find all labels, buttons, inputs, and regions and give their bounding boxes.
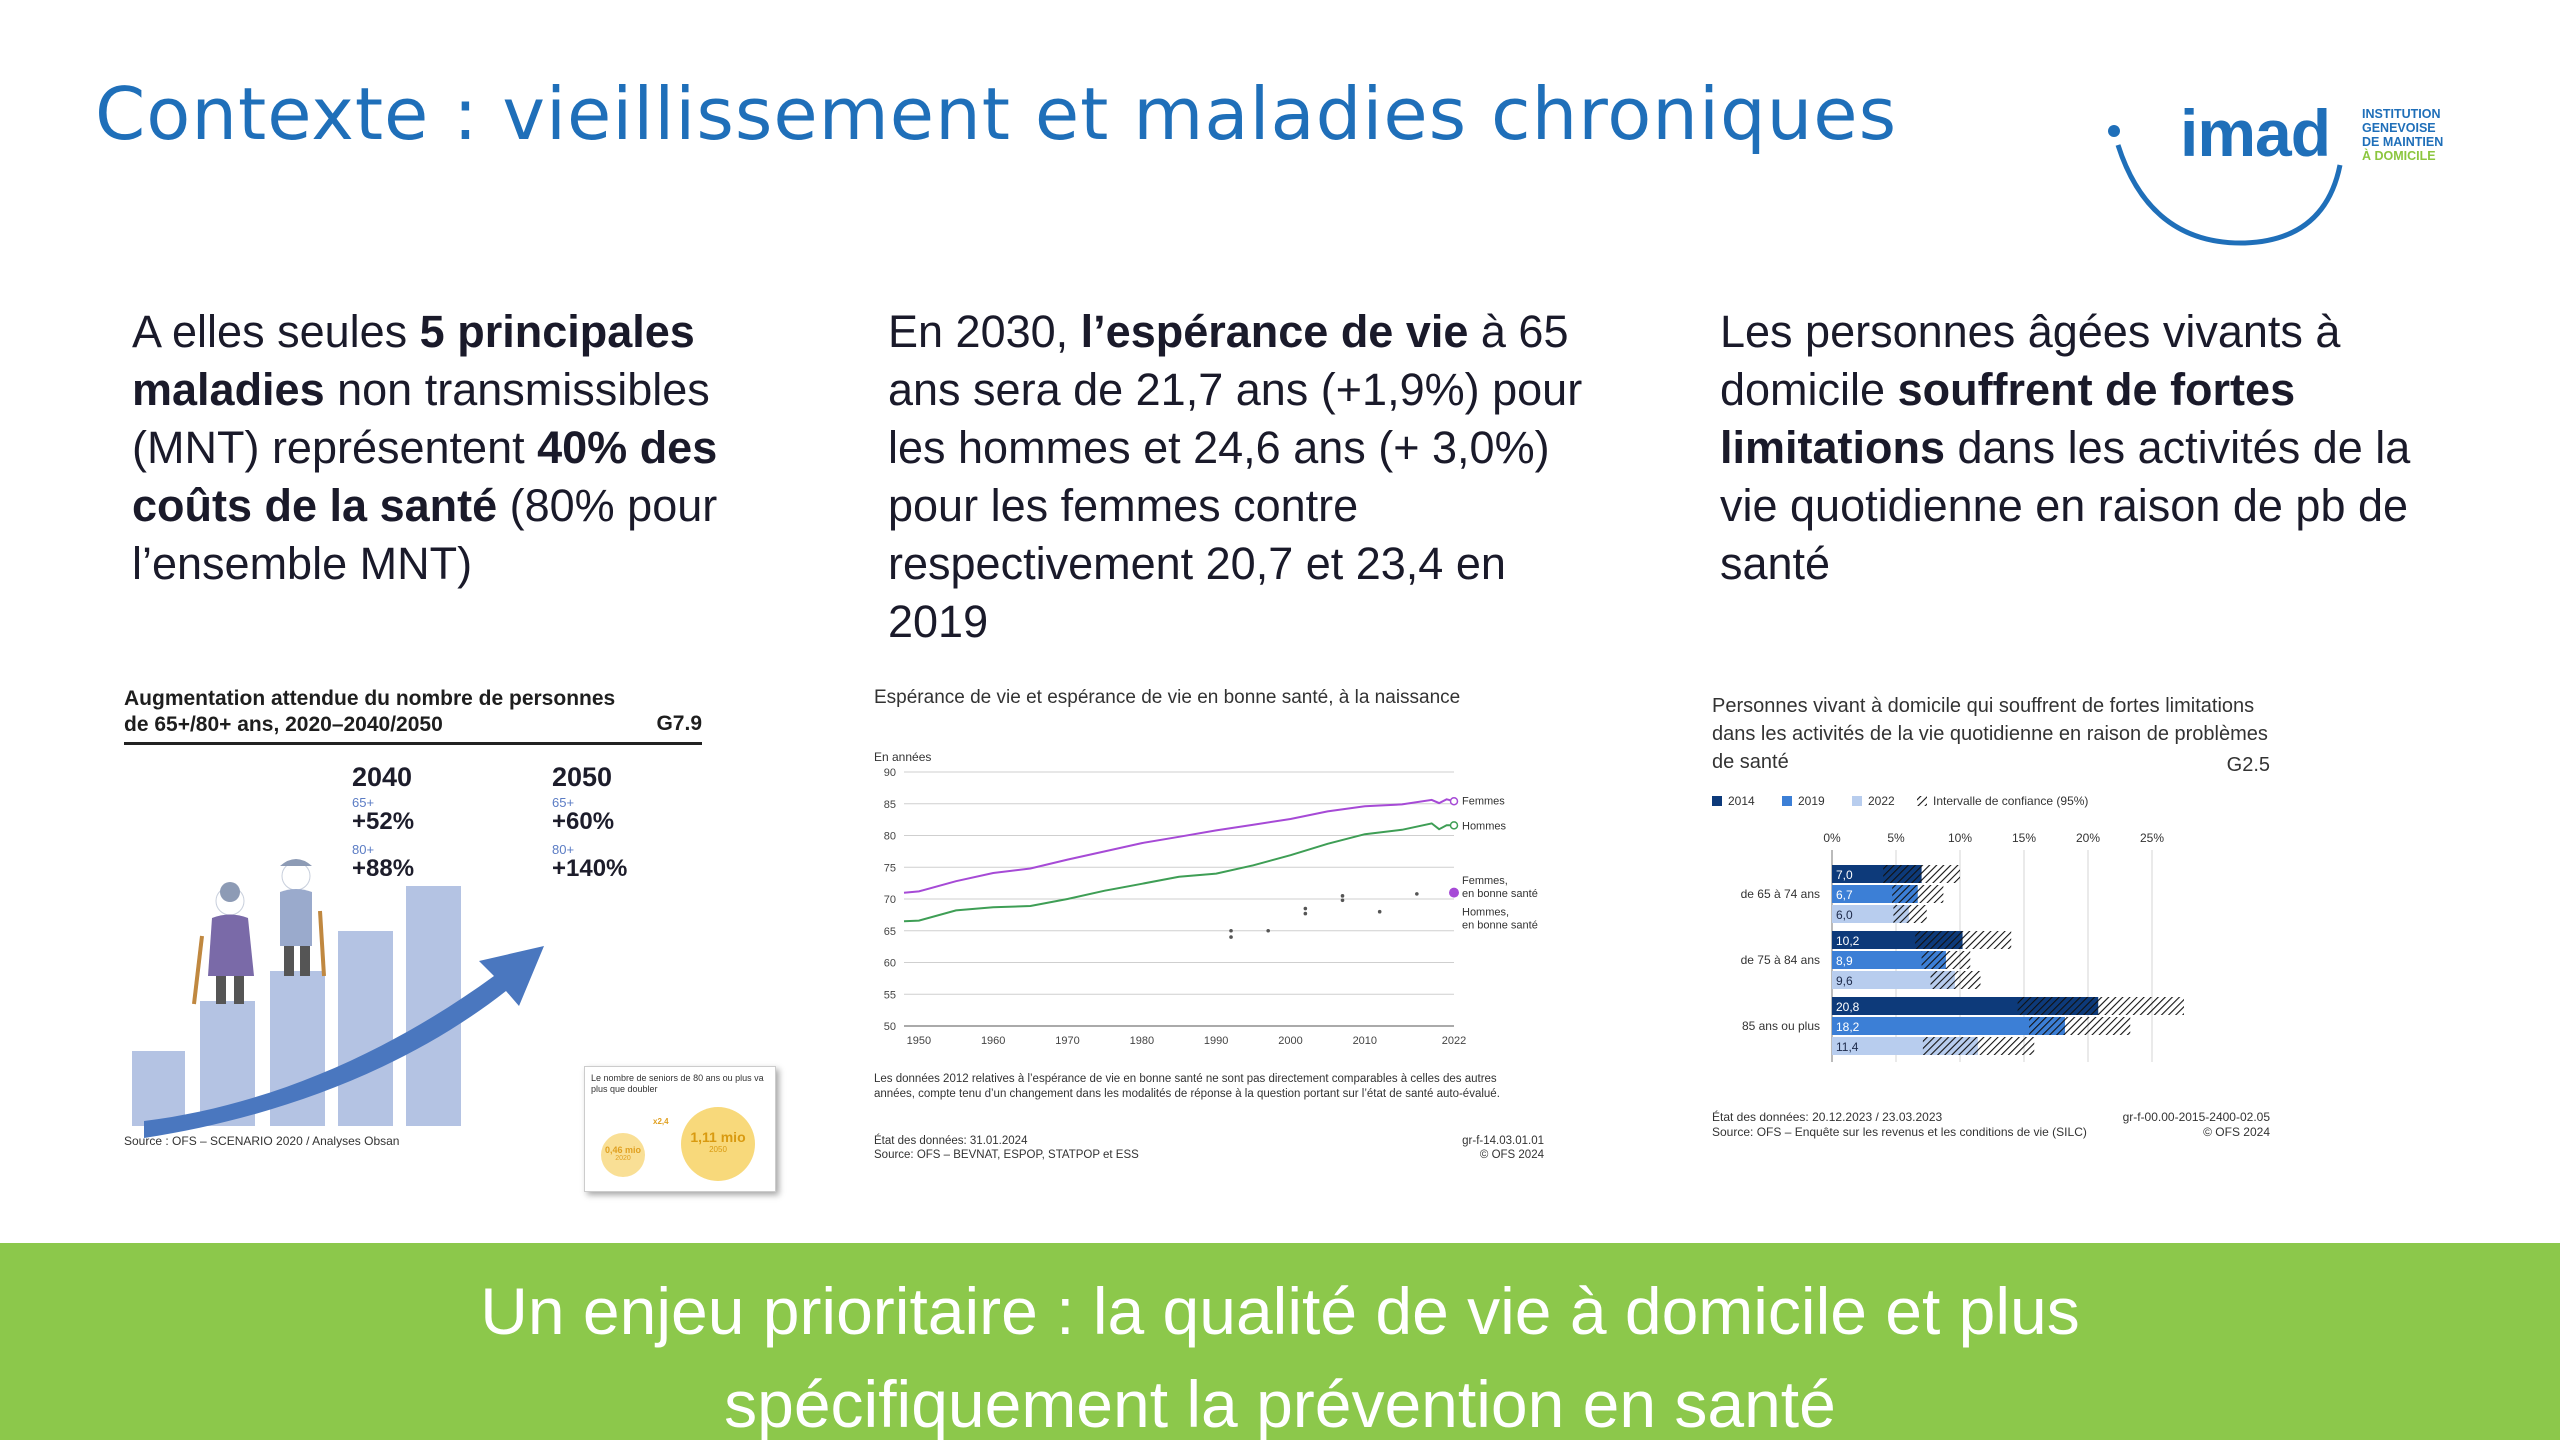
fig1-inset-small-year: 2020 bbox=[615, 1155, 631, 1162]
fig2-legend-label: en bonne santé bbox=[1462, 919, 1538, 932]
fig2-unit: En années bbox=[874, 750, 932, 764]
banner-line-1: Un enjeu prioritaire : la qualité de vie à domicile et plus bbox=[480, 1274, 2080, 1348]
conclusion-banner bbox=[0, 1243, 2560, 1440]
figure-limitations bbox=[1712, 692, 2292, 1162]
fig3-category-label: de 65 à 74 ans bbox=[1740, 887, 1820, 901]
logo-word: imad bbox=[2180, 96, 2331, 170]
fig3-ref: gr-f-00.00-2015-2400-02.05 bbox=[2122, 1110, 2270, 1124]
fig3-x-tick-label: 10% bbox=[1947, 831, 1973, 845]
fig2-point bbox=[1341, 898, 1345, 902]
fig1-header bbox=[124, 686, 702, 745]
fig2-y-tick-label: 75 bbox=[883, 862, 896, 875]
fig3-bar-label: 11,4 bbox=[1836, 1040, 1859, 1054]
fig2-ref: gr-f-14.03.01.01 bbox=[1462, 1135, 1544, 1147]
fig1-title: Augmentation attendue du nombre de personnes de 65+/80+ ans, 2020–2040/2050 bbox=[124, 687, 616, 736]
fig2-y-tick-label: 80 bbox=[883, 830, 896, 843]
logo-sub-line: GENEVOISE bbox=[2362, 121, 2436, 135]
fig1-code: G7.9 bbox=[656, 712, 702, 735]
elderly-woman-icon bbox=[194, 882, 254, 1004]
body-text: En 2030, bbox=[888, 306, 1081, 357]
fig3-x-tick-label: 20% bbox=[2075, 831, 2101, 845]
fig3-bar-label: 6,7 bbox=[1836, 888, 1853, 902]
fig2-legend-label: Hommes, bbox=[1462, 906, 1510, 919]
fig2-x-tick-label: 2000 bbox=[1278, 1035, 1303, 1047]
fig2-legend-label: en bonne santé bbox=[1462, 887, 1538, 900]
fig2-point bbox=[1378, 910, 1382, 914]
emphasis-text: l’espérance de vie bbox=[1080, 306, 1469, 357]
fig2-y-tick-label: 70 bbox=[883, 894, 896, 906]
fig1-bar bbox=[338, 931, 393, 1126]
fig2-highlight-point bbox=[1449, 888, 1459, 898]
fig1-year: 2040 bbox=[352, 762, 413, 792]
fig1-bar bbox=[132, 1051, 185, 1126]
fig3-x-tick-label: 0% bbox=[1823, 831, 1841, 845]
fig2-series-end-marker bbox=[1451, 798, 1458, 805]
fig2-state: État des données: 31.01.2024 bbox=[874, 1135, 1028, 1147]
fig2-point bbox=[1415, 892, 1419, 896]
fig2-x-tick-label: 1950 bbox=[906, 1035, 932, 1047]
fig3-confidence-interval bbox=[1931, 971, 1981, 989]
fig2-y-tick-label: 55 bbox=[883, 989, 896, 1002]
fig2-point bbox=[1266, 929, 1270, 933]
fig3-legend-swatch bbox=[1712, 796, 1722, 806]
emphasis-text: 5 principales maladies bbox=[132, 306, 695, 415]
body-text: A elles seules bbox=[132, 306, 420, 357]
fig1-value: +88% bbox=[352, 855, 415, 882]
fig1-group-label: 80+ bbox=[552, 842, 575, 857]
fig3-bar-label: 8,9 bbox=[1836, 954, 1853, 968]
fig1-inset-big-year: 2050 bbox=[709, 1145, 727, 1154]
fig3-confidence-interval bbox=[1922, 951, 1971, 969]
logo-subtitle bbox=[2362, 107, 2443, 163]
fig2-source: Source: OFS – BEVNAT, ESPOP, STATPOP et ESS bbox=[874, 1149, 1139, 1161]
logo-sub-line: DE MAINTIEN bbox=[2362, 135, 2444, 149]
fig1-group-label: 65+ bbox=[352, 795, 375, 810]
fig2-x-tick-label: 1990 bbox=[1203, 1035, 1229, 1047]
fig2-y-tick-label: 90 bbox=[883, 767, 896, 779]
fig2-series-end-marker bbox=[1451, 822, 1458, 829]
fig1-year-2050-block bbox=[552, 762, 627, 883]
fig1-source: Source : OFS – SCENARIO 2020 / Analyses Obsan bbox=[124, 1134, 400, 1148]
fig3-legend-label: 2022 bbox=[1868, 794, 1895, 808]
logo-sub-line: À DOMICILE bbox=[2362, 149, 2436, 163]
fig3-bar-label: 7,0 bbox=[1836, 868, 1853, 882]
fig1-inset-text: Le nombre de seniors de 80 ans ou plus va plus que doubler bbox=[591, 1073, 764, 1094]
fig1-year: 2050 bbox=[552, 762, 613, 792]
fig3-bar-label: 6,0 bbox=[1836, 908, 1853, 922]
imad-logo bbox=[2100, 95, 2460, 255]
body-text: non transmissibles (MNT) représentent bbox=[132, 364, 710, 473]
fig3-x-tick-label: 25% bbox=[2139, 831, 2165, 845]
fig1-inset-small-circle bbox=[601, 1133, 645, 1177]
figure-seniors-projection bbox=[124, 686, 764, 1196]
fig1-group-label: 80+ bbox=[352, 842, 375, 857]
fig3-source: Source: OFS – Enquête sur les revenus et les conditions de vie (SILC) bbox=[1712, 1125, 2087, 1139]
fig2-series-line bbox=[904, 799, 1454, 892]
fig1-illustration bbox=[124, 856, 544, 1146]
body-text: dans les activités de la vie quotidienne en raison de pb de santé bbox=[1720, 422, 2411, 589]
elderly-man-icon bbox=[280, 859, 324, 976]
column-text-2 bbox=[888, 303, 1588, 651]
fig3-category-label: 85 ans ou plus bbox=[1741, 1019, 1820, 1033]
fig3-state: État des données: 20.12.2023 / 23.03.2023 bbox=[1712, 1110, 1943, 1124]
fig2-point bbox=[1304, 907, 1308, 911]
fig2-y-tick-label: 50 bbox=[883, 1021, 896, 1033]
fig1-group-label: 65+ bbox=[552, 795, 575, 810]
fig2-note: Les données 2012 relatives à l’espérance de vie en bonne santé ne sont pas directement comparables à celles des autres années, compte tenu d’un changement dans les modalités de réponse à la question portant sur l’état de santé auto-évalué. bbox=[874, 1073, 1500, 1100]
fig3-bar-label: 20,8 bbox=[1836, 1000, 1860, 1014]
fig1-value: +140% bbox=[552, 855, 628, 882]
emphasis-text: 40% des coûts de la santé bbox=[132, 422, 718, 531]
banner-line-2: spécifiquement la prévention en santé bbox=[724, 1367, 1836, 1441]
fig3-legend-swatch bbox=[1917, 796, 1927, 806]
fig3-code: G2.5 bbox=[2226, 754, 2270, 776]
emphasis-text: souffrent de fortes limitations bbox=[1720, 364, 2296, 473]
fig1-inset bbox=[584, 1066, 776, 1192]
fig3-confidence-interval bbox=[1892, 885, 1943, 903]
logo-sub-line: INSTITUTION bbox=[2362, 107, 2441, 121]
fig2-point bbox=[1229, 935, 1233, 939]
fig3-legend-label: Intervalle de confiance (95%) bbox=[1933, 794, 2089, 808]
fig3-legend-swatch bbox=[1782, 796, 1792, 806]
fig1-value: +60% bbox=[552, 808, 615, 835]
fig2-y-tick-label: 65 bbox=[883, 925, 896, 938]
banner-text bbox=[0, 1265, 2560, 1451]
fig3-legend-label: 2019 bbox=[1798, 794, 1825, 808]
fig3-chart bbox=[1712, 792, 2292, 1082]
fig2-x-tick-label: 1980 bbox=[1129, 1035, 1155, 1047]
fig3-x-tick-label: 5% bbox=[1887, 831, 1905, 845]
fig2-x-tick-label: 2022 bbox=[1441, 1035, 1467, 1047]
fig3-bar-label: 9,6 bbox=[1836, 974, 1853, 988]
fig3-confidence-interval bbox=[1915, 931, 2011, 949]
body-text: Les personnes âgées vivants à domicile bbox=[1720, 306, 2341, 415]
fig3-legend-swatch bbox=[1852, 796, 1862, 806]
fig1-inset-big-circle bbox=[681, 1107, 755, 1181]
fig2-y-tick-label: 60 bbox=[883, 957, 896, 970]
fig2-y-tick-label: 85 bbox=[883, 798, 896, 811]
figure-life-expectancy bbox=[874, 686, 1554, 1166]
fig3-copyright: © OFS 2024 bbox=[2203, 1125, 2270, 1139]
fig2-title: Espérance de vie et espérance de vie en bonne santé, à la naissance bbox=[874, 687, 1461, 708]
body-text: à 65 ans sera de 21,7 ans (+1,9%) pour les hommes et 24,6 ans (+ 3,0%) pour les femmes contre respectivement 20,7 et 23,4 en 2019 bbox=[888, 306, 1583, 647]
fig3-bar-label: 10,2 bbox=[1836, 934, 1860, 948]
slide-title: Contexte : vieillissement et maladies chroniques bbox=[95, 72, 1898, 156]
fig1-inset-small-value: 0,46 mio bbox=[604, 1145, 642, 1155]
fig2-x-tick-label: 1960 bbox=[980, 1035, 1006, 1047]
fig3-confidence-interval bbox=[1893, 905, 1926, 923]
fig2-x-tick-label: 1970 bbox=[1055, 1035, 1080, 1047]
fig3-confidence-interval bbox=[1923, 1037, 2034, 1055]
fig3-legend-label: 2014 bbox=[1728, 794, 1755, 808]
fig3-category-label: de 75 à 84 ans bbox=[1740, 953, 1820, 967]
fig2-legend-label: Hommes bbox=[1462, 820, 1507, 833]
fig3-confidence-interval bbox=[2018, 997, 2184, 1015]
body-text: (80% pour l’ensemble MNT) bbox=[132, 480, 718, 589]
column-text-1 bbox=[132, 303, 792, 593]
fig3-confidence-interval bbox=[2029, 1017, 2130, 1035]
fig3-title: Personnes vivant à domicile qui souffrent de fortes limitations dans les activités de la vie quotidienne en raison de problèmes de santé bbox=[1712, 695, 2268, 773]
fig2-legend-label: Femmes, bbox=[1462, 874, 1508, 887]
fig1-inset-big-value: 1,11 mio bbox=[690, 1129, 746, 1145]
fig3-bar-label: 18,2 bbox=[1836, 1020, 1860, 1034]
fig2-copyright: © OFS 2024 bbox=[1479, 1149, 1544, 1161]
fig2-point bbox=[1304, 912, 1308, 916]
fig2-legend-label: Femmes bbox=[1462, 795, 1505, 808]
column-text-3 bbox=[1720, 303, 2420, 593]
fig3-confidence-interval bbox=[1883, 865, 1960, 883]
fig2-chart bbox=[874, 764, 1554, 1054]
fig1-inset-multiplier: x2,4 bbox=[653, 1117, 669, 1126]
fig1-value: +52% bbox=[352, 808, 415, 835]
fig3-x-tick-label: 15% bbox=[2011, 831, 2037, 845]
fig2-point bbox=[1341, 894, 1345, 898]
fig2-point bbox=[1229, 929, 1233, 933]
fig2-x-tick-label: 2010 bbox=[1352, 1035, 1378, 1047]
fig2-series-line bbox=[904, 823, 1454, 921]
